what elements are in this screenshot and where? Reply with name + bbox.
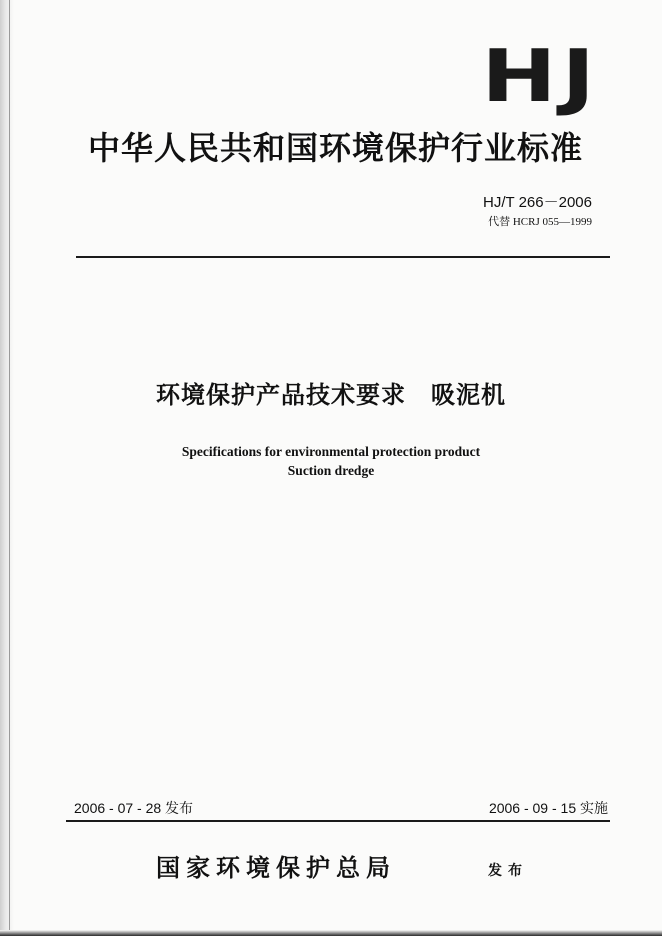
publish-label: 发布 — [488, 863, 528, 879]
replaced-standard: 代替 HCRJ 055—1999 — [488, 216, 592, 228]
org-title: 中华人民共和国环境保护行业标准 — [88, 129, 584, 167]
implementation-date: 2006 - 09 - 15 实施 — [488, 800, 608, 816]
standard-number: HJ/T 266－2006 — [483, 194, 592, 211]
publisher-name: 国家环境保护总局 — [156, 853, 396, 882]
header-divider — [76, 256, 610, 258]
english-title-line-2: Suction dredge — [287, 463, 375, 478]
standard-title-english — [0, 442, 662, 480]
scan-bottom-edge — [0, 930, 662, 936]
english-title-line-1: Specifications for environmental protection product — [181, 444, 481, 459]
issue-date: 2006 - 07 - 28 发布 — [74, 800, 194, 816]
footer-divider — [66, 820, 610, 822]
standard-title-chinese: 环境保护产品技术要求 吸泥机 — [156, 380, 506, 409]
hj-logo: HJ — [481, 34, 600, 118]
